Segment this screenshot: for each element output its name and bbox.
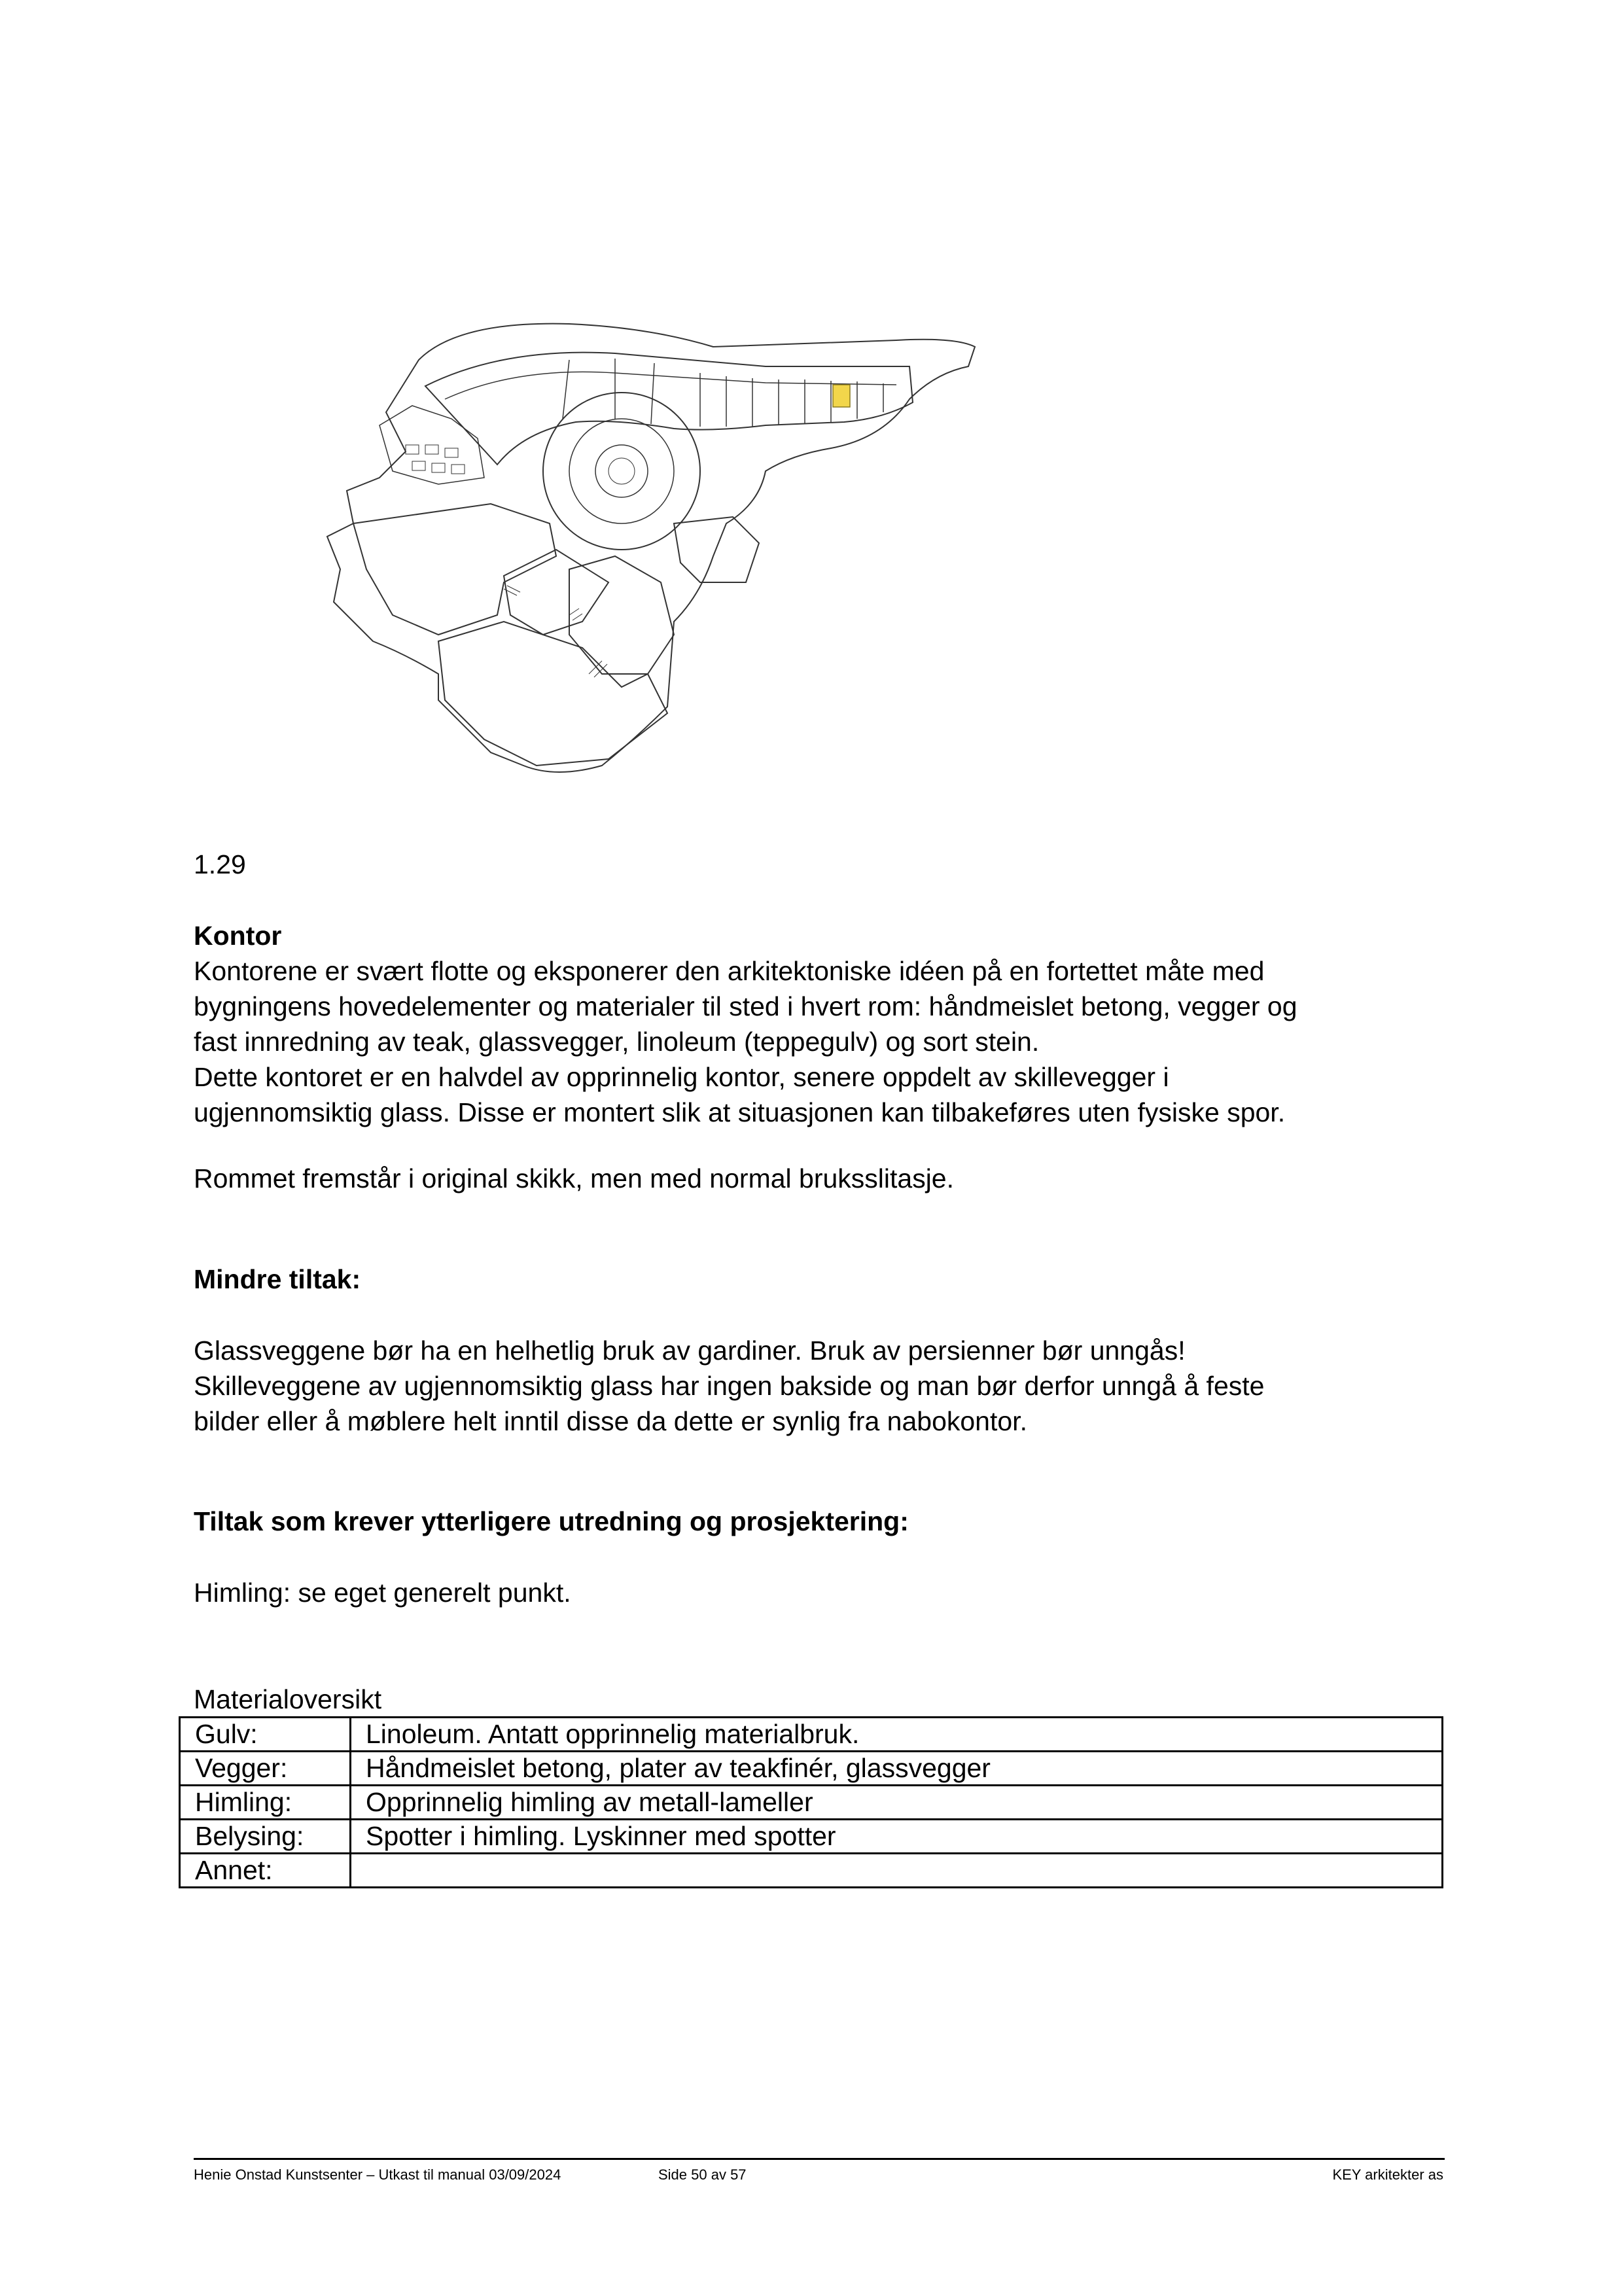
mindre-line: Glassveggene bør ha en helhetlig bruk av gardiner. Bruk av persienner bør unngås! — [194, 1335, 1186, 1366]
mindre-tiltak-heading: Mindre tiltak: — [194, 1264, 361, 1294]
footer-page-number: Side 50 av 57 — [658, 2166, 747, 2183]
table-row — [180, 1854, 1443, 1888]
gallery-west — [353, 504, 556, 635]
footer-divider — [194, 2158, 1445, 2160]
row-value: Spotter i himling. Lyskinner med spotter — [351, 1820, 1443, 1854]
material-table-caption: Materialoversikt — [194, 1684, 382, 1714]
row-value: Linoleum. Antatt opprinnelig materialbruk. — [351, 1718, 1443, 1752]
body-line: ugjennomsiktig glass. Disse er montert slik at situasjonen kan tilbakeføres uten fysiske spor. — [194, 1097, 1286, 1127]
body-line: bygningens hovedelementer og materialer til sted i hvert rom: håndmeislet betong, vegger og — [194, 991, 1297, 1021]
rotunda-mid — [569, 419, 674, 523]
condition-text: Rommet fremstår i original skikk, men med normal bruksslitasje. — [194, 1163, 954, 1193]
site-outline — [327, 324, 975, 772]
footer-document-title: Henie Onstad Kunstsenter – Utkast til manual 03/09/2024 — [194, 2166, 561, 2183]
table-row — [180, 1820, 1443, 1854]
row-value: Håndmeislet betong, plater av teakfinér, glassvegger — [351, 1752, 1443, 1786]
mindre-line: bilder eller å møblere helt inntil disse da dette er synlig fra nabokontor. — [194, 1406, 1027, 1436]
table-row — [180, 1752, 1443, 1786]
floor-plan-drawing — [308, 308, 995, 792]
rotunda-inner — [595, 445, 648, 497]
row-label: Gulv: — [180, 1718, 351, 1752]
body-line: Dette kontoret er en halvdel av opprinnelig kontor, senere oppdelt av skillevegger i — [194, 1062, 1169, 1092]
highlighted-office — [833, 385, 850, 407]
footer-company: KEY arkitekter as — [1332, 2166, 1443, 2183]
table-row — [180, 1786, 1443, 1820]
body-line: fast innredning av teak, glassvegger, linoleum (teppegulv) og sort stein. — [194, 1027, 1040, 1057]
gallery-south — [438, 622, 667, 766]
mindre-tiltak-text — [194, 1333, 1476, 1439]
row-label: Belysing: — [180, 1820, 351, 1854]
row-value: Opprinnelig himling av metall-lameller — [351, 1786, 1443, 1820]
mindre-line: Skilleveggene av ugjennomsiktig glass har ingen bakside og man bør derfor unngå å feste — [194, 1371, 1265, 1401]
section-heading: Kontor — [194, 921, 282, 951]
row-value — [351, 1854, 1443, 1888]
rotunda-outer — [543, 393, 700, 550]
table-row — [180, 1718, 1443, 1752]
tiltak-utredning-heading: Tiltak som krever ytterligere utredning og prosjektering: — [194, 1506, 909, 1536]
material-table — [179, 1716, 1443, 1888]
himling-note: Himling: se eget generelt punkt. — [194, 1578, 571, 1608]
west-furniture — [406, 445, 465, 474]
row-label: Annet: — [180, 1854, 351, 1888]
section-number: 1.29 — [194, 849, 246, 879]
gallery-center — [569, 556, 674, 674]
stairs — [504, 586, 607, 677]
body-line: Kontorene er svært flotte og eksponerer den arkitektoniske idéen på en fortettet måte med — [194, 956, 1265, 986]
row-label: Vegger: — [180, 1752, 351, 1786]
body-text — [194, 953, 1476, 1130]
row-label: Himling: — [180, 1786, 351, 1820]
north-wing-inner — [445, 372, 896, 399]
